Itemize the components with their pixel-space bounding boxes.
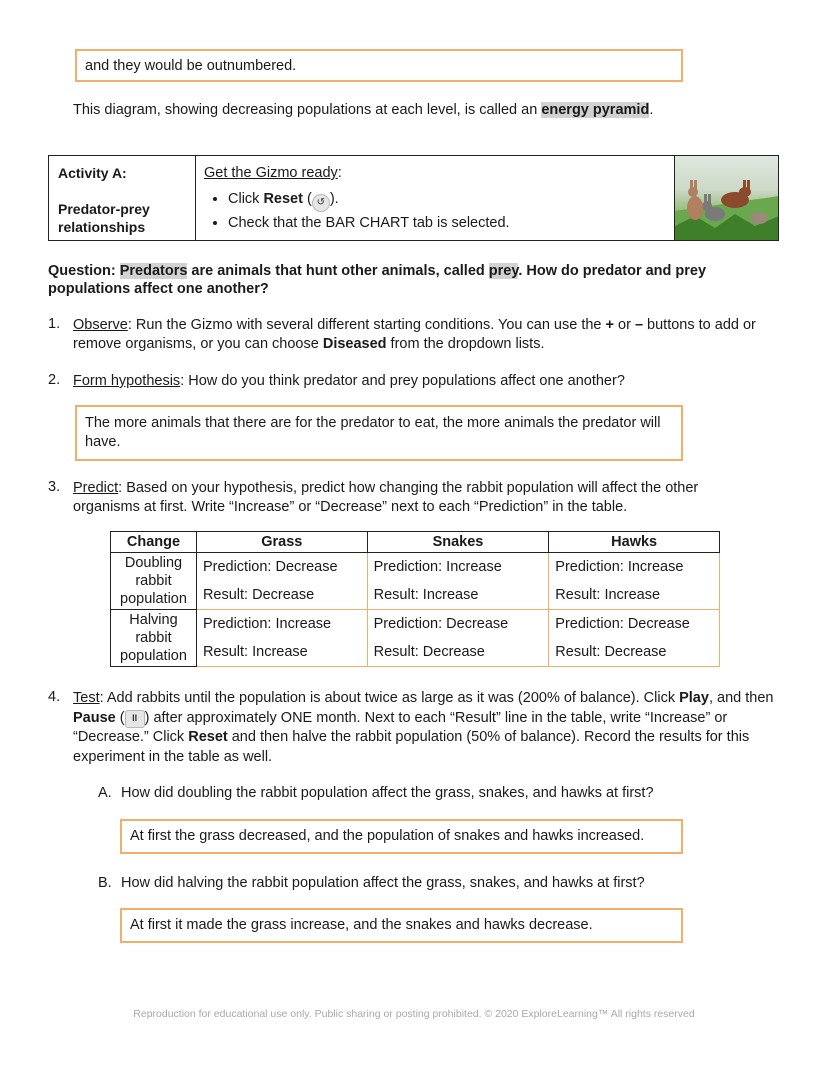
item-4-part1: : Add rabbits until the population is about twice as large as it was (200% of balance). Click bbox=[99, 690, 680, 706]
table-row bbox=[111, 581, 720, 610]
question-prefix: Question: bbox=[48, 263, 120, 279]
item-2-text bbox=[73, 372, 625, 391]
test-label: Test bbox=[73, 690, 100, 706]
observe-label: Observe bbox=[73, 317, 128, 333]
bullet-reset: • Click Reset ( ↺ ). bbox=[228, 191, 666, 212]
energy-pyramid-term: energy pyramid bbox=[541, 102, 650, 118]
doubling-snakes-prediction[interactable]: Prediction: Increase bbox=[367, 553, 549, 582]
item-2-number: 2. bbox=[48, 372, 61, 388]
diseased-term: Diseased bbox=[322, 335, 387, 352]
item-1-number: 1. bbox=[48, 316, 61, 332]
item-3-instructions: : Based on your hypothesis, predict how changing the rabbit population will affect the other organisms at first. Write “Increase” or “Decrease” next to each “Prediction” in the table. bbox=[73, 480, 699, 515]
item-1-or: or bbox=[613, 317, 635, 333]
hypothesis-label: Form hypothesis bbox=[73, 373, 181, 389]
header-grass: Grass bbox=[196, 532, 367, 553]
item-3-text bbox=[73, 479, 743, 516]
doubling-hawks-result[interactable]: Result: Increase bbox=[549, 581, 720, 610]
hypothesis-answer: The more animals that there are for the predator to eat, the more animals the predator will have. bbox=[85, 415, 661, 450]
reset-icon: ↺ bbox=[312, 194, 330, 212]
halving-snakes-result[interactable]: Result: Decrease bbox=[367, 638, 549, 667]
question bbox=[48, 262, 748, 298]
reset-term: Reset bbox=[188, 729, 228, 745]
gizmo-ready-colon: : bbox=[337, 165, 342, 181]
activity-label-cell bbox=[49, 156, 196, 240]
hypothesis-answer-box[interactable] bbox=[75, 405, 683, 461]
header-hawks: Hawks bbox=[549, 532, 720, 553]
sub-b-question: How did halving the rabbit population affect the grass, snakes, and hawks at first? bbox=[121, 875, 645, 891]
item-4-number: 4. bbox=[48, 689, 61, 705]
change-halving: Halving rabbit population bbox=[111, 610, 197, 667]
table-header-row bbox=[111, 532, 720, 553]
minus-symbol: – bbox=[634, 317, 644, 333]
item-4-text bbox=[73, 689, 785, 767]
doubling-grass-result[interactable]: Result: Decrease bbox=[196, 581, 367, 610]
item-1-text bbox=[73, 316, 783, 353]
table-row bbox=[111, 638, 720, 667]
pause-term: Pause bbox=[73, 709, 116, 726]
play-term: Play bbox=[679, 690, 709, 706]
table-row bbox=[111, 610, 720, 639]
pyramid-sentence-end: . bbox=[649, 102, 654, 118]
plus-symbol: + bbox=[605, 317, 614, 333]
item-3-number: 3. bbox=[48, 479, 61, 495]
item-1-part1: : Run the Gizmo with several different starting conditions. You can use the bbox=[127, 317, 606, 333]
rabbits-illustration bbox=[675, 156, 778, 240]
header-change: Change bbox=[111, 532, 197, 553]
answer-box-top[interactable] bbox=[75, 49, 683, 82]
activity-a-box bbox=[48, 155, 779, 241]
sub-a-answer-box[interactable] bbox=[120, 819, 683, 854]
item-1-part3: from the dropdown lists. bbox=[386, 335, 545, 352]
rabbits-image bbox=[674, 156, 778, 240]
item-4-part4: ) after approximately ONE month. Next to each “Result” line in the table, write “Increase” or “Decrease.” Click bbox=[73, 709, 728, 745]
pyramid-sentence bbox=[73, 102, 653, 118]
sub-b-answer-box[interactable] bbox=[120, 908, 683, 943]
change-doubling: Doubling rabbit population bbox=[111, 553, 197, 610]
sub-b-letter: B. bbox=[98, 875, 112, 891]
bullet-reset-pre: Click bbox=[228, 191, 264, 207]
sub-a-question: How did doubling the rabbit population affect the grass, snakes, and hawks at first? bbox=[121, 785, 654, 801]
item-1-part2: buttons to add or remove organisms, or you can choose bbox=[73, 317, 756, 352]
sub-b-answer: At first it made the grass increase, and the snakes and hawks decrease. bbox=[130, 917, 593, 933]
doubling-snakes-result[interactable]: Result: Increase bbox=[367, 581, 549, 610]
doubling-hawks-prediction[interactable]: Prediction: Increase bbox=[549, 553, 720, 582]
item-4-part2: , and then bbox=[708, 690, 774, 706]
halving-hawks-result[interactable]: Result: Decrease bbox=[549, 638, 720, 667]
sub-a-answer: At first the grass decreased, and the population of snakes and hawks increased. bbox=[130, 828, 645, 844]
halving-grass-prediction[interactable]: Prediction: Increase bbox=[196, 610, 367, 639]
predators-term: Predators bbox=[119, 263, 188, 279]
footer-copyright: Reproduction for educational use only. Public sharing or posting prohibited. © 2020 ExploreLearning™ All rights reserved bbox=[133, 1008, 695, 1020]
halving-snakes-prediction[interactable]: Prediction: Decrease bbox=[367, 610, 549, 639]
answer-text-top: and they would be outnumbered. bbox=[85, 58, 297, 74]
activity-label: Activity A: bbox=[58, 165, 127, 181]
activity-title: Predator-prey relationships bbox=[58, 201, 150, 235]
pyramid-sentence-text: This diagram, showing decreasing populations at each level, is called an bbox=[73, 102, 542, 118]
question-rest: . How do predator and prey populations affect one another? bbox=[48, 263, 707, 297]
prediction-table bbox=[110, 531, 720, 667]
question-mid: are animals that hunt other animals, called bbox=[187, 263, 489, 279]
bullet-bar-chart: • Check that the BAR CHART tab is selected. bbox=[228, 215, 666, 232]
predict-label: Predict bbox=[73, 480, 119, 496]
item-4-part5: and then halve the rabbit population (50% of balance). Record the results for this experiment in the table as well. bbox=[73, 729, 750, 765]
pause-icon: II bbox=[125, 710, 145, 728]
gizmo-ready-heading: Get the Gizmo ready bbox=[204, 165, 338, 181]
table-row bbox=[111, 553, 720, 582]
header-snakes: Snakes bbox=[367, 532, 549, 553]
sub-a-letter: A. bbox=[98, 785, 112, 801]
activity-instructions bbox=[196, 156, 674, 240]
item-2-question: : How do you think predator and prey populations affect one another? bbox=[180, 373, 625, 389]
halving-grass-result[interactable]: Result: Increase bbox=[196, 638, 367, 667]
bullet-reset-bold: Reset bbox=[263, 191, 303, 207]
prey-term: prey bbox=[488, 263, 519, 279]
halving-hawks-prediction[interactable]: Prediction: Decrease bbox=[549, 610, 720, 639]
item-4-part3: ( bbox=[115, 709, 125, 726]
bullet-reset-post: ). bbox=[329, 191, 339, 207]
doubling-grass-prediction[interactable]: Prediction: Decrease bbox=[196, 553, 367, 582]
